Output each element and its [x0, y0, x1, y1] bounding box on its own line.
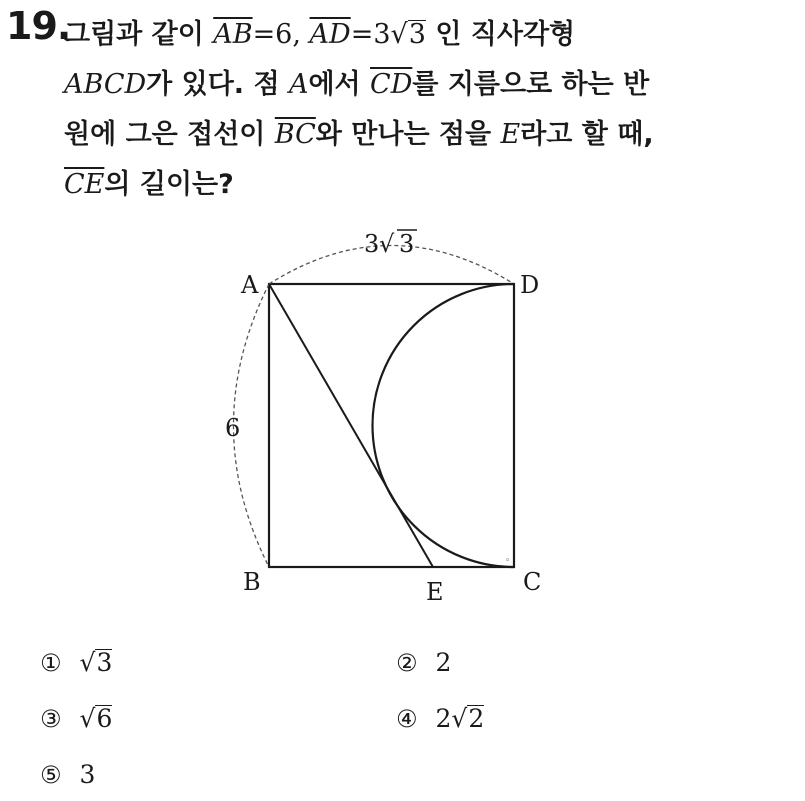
choice-4[interactable]	[396, 704, 484, 733]
corner-mark: ◦	[505, 556, 511, 566]
point-a: A	[288, 69, 309, 100]
segment-cd: $\overline{CD}$	[370, 69, 413, 100]
choice-number: ②	[396, 649, 418, 677]
segment-ad: $\overline{AD}$	[309, 19, 351, 50]
label-a: A	[241, 271, 259, 299]
label-d: D	[520, 271, 540, 299]
stem-text: 를 지름으로 하는 반	[412, 69, 650, 100]
stem-text: 와 만나는 점을	[315, 119, 501, 150]
rect-name: ABCD	[64, 69, 147, 100]
label-b: B	[243, 568, 261, 596]
rectangle-abcd	[269, 284, 514, 567]
ad-radicand: 3	[408, 19, 426, 50]
label-side-ab: 6	[225, 414, 241, 442]
choice-value: 2	[435, 648, 452, 677]
choice-number: ③	[40, 705, 62, 733]
choice-value: 3	[79, 760, 96, 789]
choice-2[interactable]	[396, 648, 451, 677]
choice-radicand: 3	[96, 648, 113, 677]
semicircle-cd	[373, 284, 515, 567]
radical-sign: √	[79, 704, 96, 733]
radical-sign: √	[451, 704, 468, 733]
label-c: C	[523, 568, 542, 596]
label-side-ad-radicand: 3	[399, 230, 415, 258]
choice-coef: 2	[435, 704, 452, 733]
stem-text: 가 있다. 점	[146, 69, 289, 100]
separator: ,	[292, 19, 310, 50]
stem-text: 에서	[308, 69, 371, 100]
stem-text: 그림과 같이	[64, 19, 214, 50]
label-side-ad-coef: 3	[364, 230, 380, 258]
choice-5[interactable]	[40, 760, 95, 789]
point-e: E	[500, 119, 521, 150]
ad-value: =3	[350, 19, 391, 50]
choice-number: ⑤	[40, 761, 62, 789]
ab-value: =6	[252, 19, 293, 50]
label-e: E	[426, 578, 444, 606]
segment-ab: $\overline{AB}$	[213, 19, 253, 50]
radical-sign: √	[79, 648, 96, 677]
choice-radicand: 6	[96, 704, 113, 733]
radical-sign: √	[390, 19, 408, 50]
stem-text: 원에 그은 접선이	[64, 119, 275, 150]
stem-text: 인 직사각형	[425, 19, 576, 50]
choice-1[interactable]	[40, 648, 112, 677]
tangent-line-ae	[269, 284, 433, 567]
choice-radicand: 2	[468, 704, 485, 733]
choice-number: ④	[396, 705, 418, 733]
choice-number: ①	[40, 649, 62, 677]
segment-ce: $\overline{CE}$	[64, 169, 105, 200]
choice-3[interactable]	[40, 704, 112, 733]
question-number: 19.	[6, 4, 71, 48]
label-side-ad-radical: √	[379, 230, 395, 258]
stem-text: 라고 할 때,	[520, 119, 654, 150]
segment-bc: $\overline{BC}$	[274, 119, 316, 150]
stem-text: 의 길이는?	[104, 169, 234, 200]
